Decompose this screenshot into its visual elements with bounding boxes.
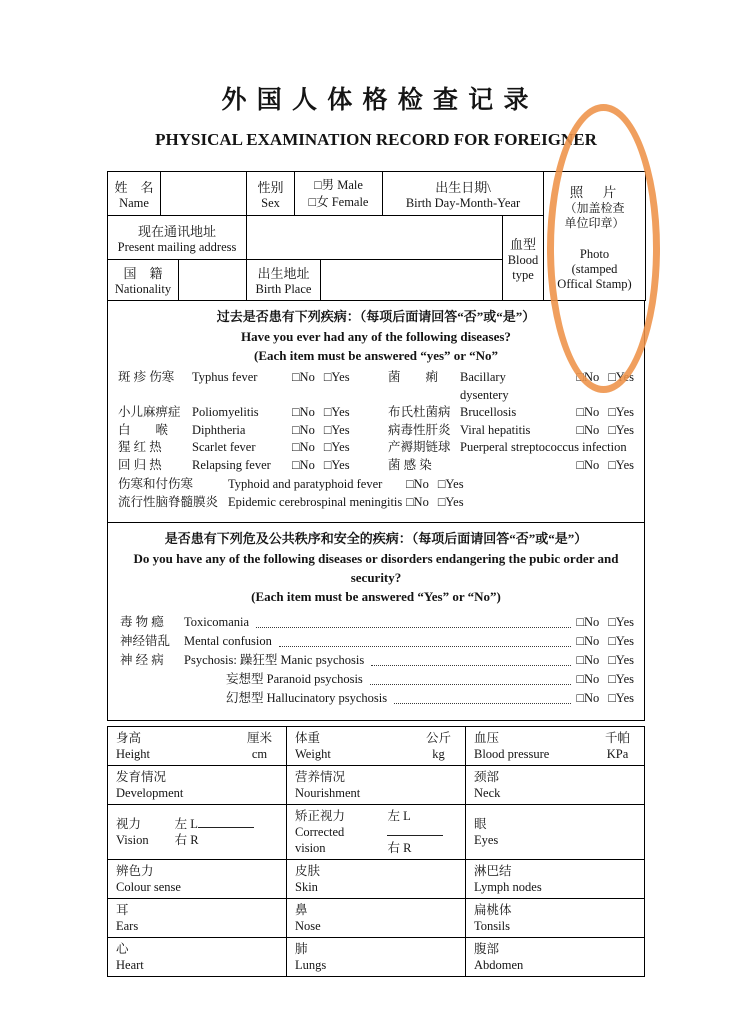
birthdate-label: 出生日期\ Birth Day-Month-Year <box>383 172 544 216</box>
exam-cell-label: 扁桃体 Tonsils <box>474 902 512 933</box>
disease-row <box>118 457 634 475</box>
exam-cell-label: 眼 Eyes <box>474 816 499 847</box>
disorder-name-en: Mental confusion <box>184 633 272 648</box>
male-checkbox[interactable]: □男 Male <box>314 177 363 192</box>
no-yes-checkbox-group <box>406 493 464 511</box>
disease-name-zh: 菌 感 染 <box>388 457 432 472</box>
disease-name-en: Typhus fever <box>192 370 258 384</box>
vision-lr-fields <box>175 816 254 848</box>
no-yes-checkbox-group <box>576 613 634 632</box>
public-order-row <box>120 689 634 708</box>
section2-header-zh: 是否患有下列危及公共秩序和安全的疾病：（每项后面请回答“否”或“是”） <box>164 530 588 546</box>
exam-cell-unit: 公斤 kg <box>425 730 451 761</box>
exam-cell-label: 血压 Blood pressure <box>474 730 550 761</box>
fill-in-line <box>198 825 254 828</box>
checkbox-yes[interactable]: □Yes <box>323 457 350 472</box>
disorder-name-en: 妄想型 Paranoid psychosis <box>226 671 363 686</box>
name-label: 姓 名 Name <box>108 172 161 216</box>
exam-cell-label: 皮肤 Skin <box>295 863 321 894</box>
exam-cell <box>287 898 466 937</box>
no-yes-checkbox-group <box>576 632 634 651</box>
checkbox-yes[interactable]: □Yes <box>323 440 350 455</box>
disease-name-zh: 小儿麻痹症 <box>118 405 181 420</box>
disease-name-en: Poliomyelitis <box>192 405 259 420</box>
disorder-name-en: Toxicomania <box>184 614 250 629</box>
exam-cell-label: 身高 Height <box>116 730 151 761</box>
vision-lr-fields <box>387 808 451 856</box>
section1-header-en: Have you ever had any of the following diseases? <box>241 329 511 344</box>
disease-name-en: Brucellosis <box>460 405 517 420</box>
disease-name-zh: 伤寒和付伤寒 <box>118 476 194 491</box>
exam-cell-unit: 千帕 KPa <box>604 730 630 761</box>
exam-cell-label: 腹部 Abdomen <box>474 941 524 972</box>
exam-cell-label: 心 Heart <box>116 941 144 972</box>
no-yes-checkbox-group <box>554 422 634 440</box>
public-order-disease-section <box>107 523 645 721</box>
vision-left-field[interactable]: 左 L <box>387 808 451 840</box>
disease-row <box>118 475 634 493</box>
public-order-row <box>120 613 634 632</box>
checkbox-yes[interactable]: □Yes <box>608 690 634 705</box>
address-input-area[interactable] <box>247 216 503 260</box>
checkbox-yes[interactable]: □Yes <box>323 370 350 384</box>
checkbox-no[interactable]: □No <box>576 652 600 667</box>
form-document <box>107 80 645 977</box>
checkbox-yes[interactable]: □Yes <box>323 405 350 420</box>
checkbox-no[interactable]: □No <box>576 457 600 472</box>
checkbox-no[interactable]: □No <box>576 671 600 686</box>
photo-box: 照 片 （加盖检查 单位印章） Photo (stamped Offical Stamp) <box>544 172 646 301</box>
disease-history-header <box>108 301 644 365</box>
exam-cell-label: 鼻 Nose <box>295 902 321 933</box>
page-title-zh: 外 国 人 体 格 检 查 记 录 <box>221 87 531 114</box>
disease-name-zh: 产褥期链球 <box>388 440 451 455</box>
exam-cell <box>466 765 645 804</box>
exam-cell-label: 发育情况 Development <box>116 769 184 800</box>
exam-cell-label: 辨色力 Colour sense <box>116 863 181 894</box>
dotted-leader <box>371 665 571 666</box>
exam-cell <box>466 898 645 937</box>
exam-cell-label: 耳 Ears <box>116 902 139 933</box>
checkbox-yes[interactable]: □Yes <box>323 422 350 437</box>
no-yes-checkbox-group <box>576 689 634 708</box>
sex-label: 性别 Sex <box>247 172 295 216</box>
disorder-name-zh: 神 经 病 <box>120 652 164 667</box>
disease-name-en: Typhoid and paratyphoid fever <box>228 476 383 491</box>
disease-name-en: Epidemic cerebrospinal meningitis <box>228 494 403 509</box>
checkbox-no[interactable]: □No <box>576 690 600 705</box>
checkbox-yes[interactable]: □Yes <box>437 476 464 491</box>
exam-cell <box>287 804 466 859</box>
disease-name-zh: 布氏杜菌病 <box>388 405 451 420</box>
disease-name-en: Relapsing fever <box>192 457 271 472</box>
disease-name-zh: 斑 疹 伤寒 <box>118 370 175 384</box>
disease-name-en: Diphtheria <box>192 422 246 437</box>
no-yes-checkbox-group <box>292 439 388 457</box>
dotted-leader <box>256 627 571 628</box>
exam-cell <box>108 765 287 804</box>
no-yes-checkbox-group <box>292 404 388 422</box>
public-order-rows <box>108 606 644 708</box>
vision-left-field[interactable]: 左 L <box>175 816 254 832</box>
public-order-header <box>108 523 644 606</box>
checkbox-no[interactable]: □No <box>292 440 315 455</box>
address-label: 现在通讯地址 Present mailing address <box>108 216 247 260</box>
exam-cell-label: 体重 Weight <box>295 730 331 761</box>
checkbox-no[interactable]: □No <box>292 422 315 437</box>
disease-name-zh: 菌 痢 <box>388 370 439 384</box>
exam-cell <box>108 726 287 765</box>
exam-cell-unit: 厘米 cm <box>246 730 272 761</box>
no-yes-checkbox-group <box>576 670 634 689</box>
photo-label-zh: 照 片 <box>569 184 620 200</box>
disease-row <box>118 404 634 422</box>
exam-cell <box>466 726 645 765</box>
no-yes-checkbox-group <box>554 457 634 475</box>
checkbox-yes[interactable]: □Yes <box>608 614 634 629</box>
disease-row <box>118 493 634 511</box>
vision-right-field[interactable]: 右 R <box>174 832 199 847</box>
photo-note-line2: 单位印章） <box>564 215 625 230</box>
nationality-input-area[interactable] <box>179 260 247 301</box>
fill-in-line <box>387 833 443 836</box>
disease-name-en: Puerperal streptococcus infection <box>460 440 627 455</box>
disease-name-zh: 回 归 热 <box>118 457 162 472</box>
sex-options <box>295 172 383 216</box>
no-yes-checkbox-group <box>292 369 388 404</box>
disorder-name-zh: 毒 物 瘾 <box>120 614 164 629</box>
no-yes-checkbox-group <box>576 651 634 670</box>
section1-header-note: (Each item must be answered “yes” or “No” <box>254 348 498 363</box>
checkbox-no[interactable]: □No <box>576 614 600 629</box>
dotted-leader <box>279 646 572 647</box>
disease-name-en: Viral hepatitis <box>460 422 531 437</box>
exam-cell-label: 矫正视力 Corrected vision <box>295 808 346 855</box>
disease-rows <box>108 365 644 511</box>
exam-cell <box>287 726 466 765</box>
section2-header-note: (Each item must be answered “Yes” or “No”) <box>251 588 501 604</box>
disease-name-en: Scarlet fever <box>192 440 256 455</box>
disease-name-zh: 白 喉 <box>118 422 169 437</box>
dotted-leader <box>370 684 572 685</box>
exam-cell-label: 淋巴结 Lymph nodes <box>474 863 542 894</box>
exam-cell <box>287 765 466 804</box>
disorder-name-zh: 神经错乱 <box>120 633 171 648</box>
exam-cell-label: 视力 Vision <box>116 816 149 847</box>
vision-right-field[interactable]: 右 R <box>387 840 412 855</box>
disorder-name-en: Psychosis: 躁狂型 Manic psychosis <box>184 652 365 667</box>
info-table <box>107 171 646 301</box>
photo-note-line1: （加盖检查 <box>564 200 625 215</box>
exam-cell <box>287 859 466 898</box>
section2-header-en: Do you have any of the following diseases or disorders endangering the pubic order and security? <box>133 550 619 585</box>
birthplace-input-area[interactable] <box>321 260 503 301</box>
disease-name-zh: 流行性脑脊髓膜炎 <box>118 494 219 509</box>
exam-cell <box>108 898 287 937</box>
checkbox-no[interactable]: □No <box>576 405 600 420</box>
checkbox-yes[interactable]: □Yes <box>608 370 634 384</box>
name-input-area[interactable] <box>161 172 247 216</box>
checkbox-yes[interactable]: □Yes <box>437 494 464 509</box>
exam-cell <box>108 937 287 976</box>
disorder-name-en: 幻想型 Hallucinatory psychosis <box>226 690 388 705</box>
disease-name-zh: 猩 红 热 <box>118 440 162 455</box>
exam-cell <box>287 937 466 976</box>
no-yes-checkbox-group <box>292 422 388 440</box>
disease-history-section <box>107 301 645 523</box>
public-order-row <box>120 670 634 689</box>
checkbox-no[interactable]: □No <box>576 422 600 437</box>
disease-row <box>118 369 634 404</box>
no-yes-checkbox-group <box>554 404 634 422</box>
public-order-row <box>120 632 634 651</box>
disease-name-en <box>460 457 554 475</box>
checkbox-yes[interactable]: □Yes <box>608 671 634 686</box>
physical-exam-table <box>107 726 645 977</box>
dotted-leader <box>394 703 571 704</box>
checkbox-no[interactable]: □No <box>406 476 429 491</box>
blood-type-label: 血型 Blood type <box>503 216 544 301</box>
checkbox-no[interactable]: □No <box>292 457 315 472</box>
photo-label-en: Photo <box>579 246 610 261</box>
checkbox-no[interactable]: □No <box>576 633 600 648</box>
checkbox-no[interactable]: □No <box>292 405 315 420</box>
exam-cell <box>108 804 287 859</box>
disease-name-en: Bacillary dysentery <box>460 370 509 402</box>
checkbox-no[interactable]: □No <box>292 370 315 384</box>
no-yes-checkbox-group <box>292 457 388 475</box>
public-order-row <box>120 651 634 670</box>
no-yes-checkbox-group <box>406 475 464 493</box>
exam-cell <box>466 937 645 976</box>
nationality-label: 国 籍 Nationality <box>108 260 179 301</box>
checkbox-no[interactable]: □No <box>406 494 429 509</box>
checkbox-yes[interactable]: □Yes <box>608 422 634 437</box>
checkbox-no[interactable]: □No <box>576 370 600 384</box>
page-title-en: PHYSICAL EXAMINATION RECORD FOR FOREIGNER <box>155 130 597 149</box>
disease-row <box>118 422 634 440</box>
exam-cell <box>466 804 645 859</box>
exam-cell-label: 颈部 Neck <box>474 769 501 800</box>
exam-cell-label: 肺 Lungs <box>295 941 327 972</box>
checkbox-yes[interactable]: □Yes <box>608 652 634 667</box>
female-checkbox[interactable]: □女 Female <box>308 194 369 209</box>
section1-header-zh: 过去是否患有下列疾病：（每项后面请回答“否”或“是”） <box>216 309 536 324</box>
disease-row <box>118 439 634 457</box>
disease-name-zh: 病毒性肝炎 <box>388 422 451 437</box>
exam-cell <box>466 859 645 898</box>
exam-cell <box>108 859 287 898</box>
checkbox-yes[interactable]: □Yes <box>608 633 634 648</box>
checkbox-yes[interactable]: □Yes <box>608 405 634 420</box>
checkbox-yes[interactable]: □Yes <box>608 457 634 472</box>
exam-cell-label: 营养情况 Nourishment <box>295 769 361 800</box>
birthplace-label: 出生地址 Birth Place <box>247 260 321 301</box>
no-yes-checkbox-group <box>554 369 634 404</box>
